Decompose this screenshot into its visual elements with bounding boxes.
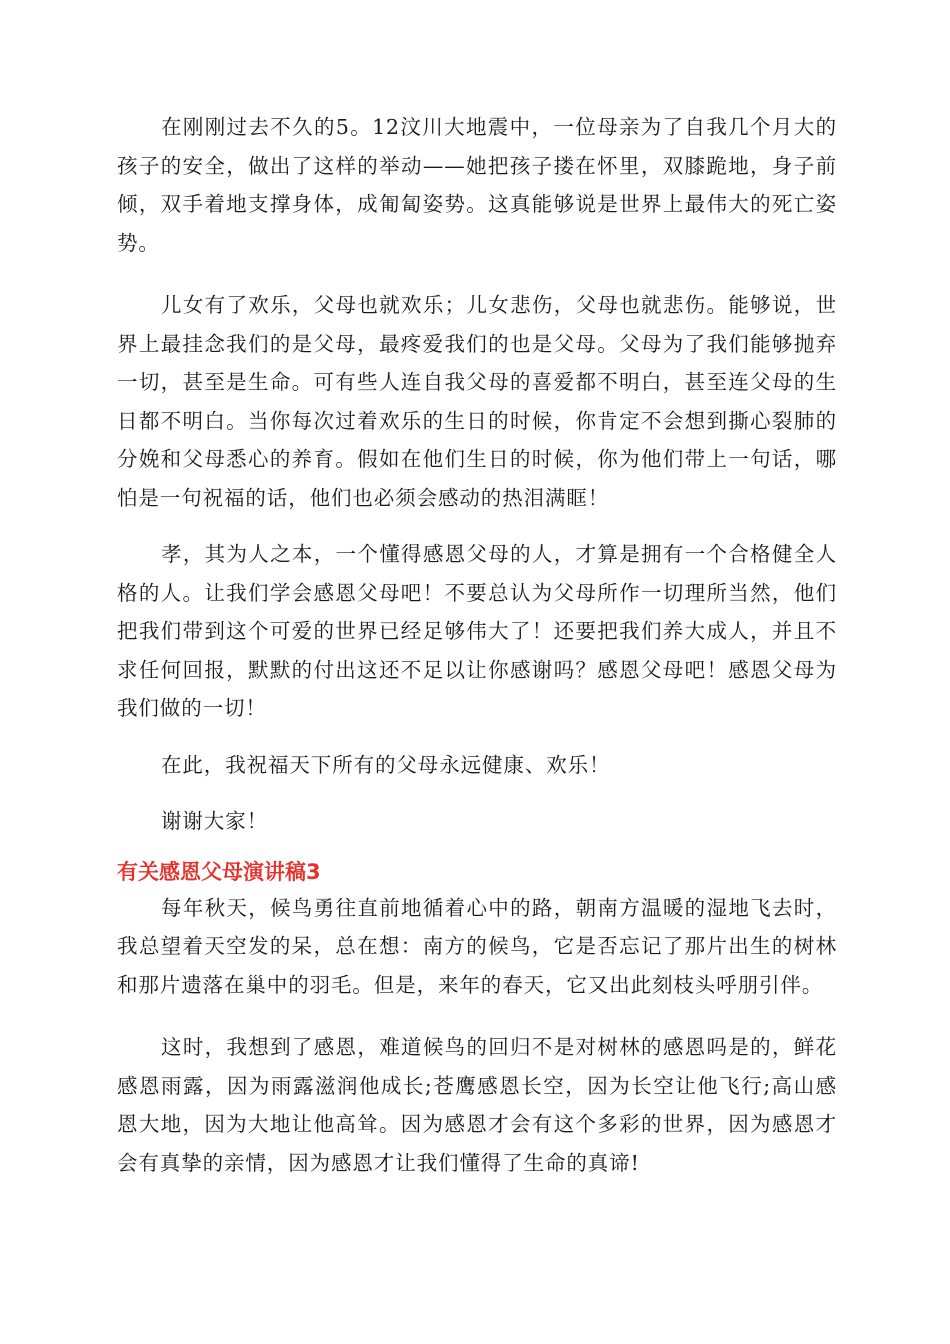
paragraph-thanks: 谢谢大家！	[161, 809, 268, 833]
paragraph-gratitude: 这时，我想到了感恩，难道候鸟的回归不是对树林的感恩吗是的，鲜花感恩雨露，因为雨露滋润他成长;苍鹰感恩长空，因为长空让他飞行;高山感恩大地，因为大地让他高耸。因为感恩才会有这个多彩的世界，因为感恩才会有真挚的亲情，因为感恩才让我们懂得了生命的真谛!	[117, 1035, 837, 1175]
document-body	[117, 108, 837, 1182]
paragraph-blessing: 在此，我祝福天下所有的父母永远健康、欢乐！	[161, 752, 611, 777]
section-heading: 有关感恩父母演讲稿3	[117, 859, 321, 884]
paragraph-migratory-birds: 每年秋天，候鸟勇往直前地循着心中的路，朝南方温暖的湿地飞去时，我总望着天空发的呆，总在想：南方的候鸟，它是否忘记了那片出生的树林和那片遗落在巢中的羽毛。但是，来年的春天，它又出此刻枝头呼朋引伴。	[117, 895, 837, 997]
paragraph-parents-joy: 儿女有了欢乐，父母也就欢乐；儿女悲伤，父母也就悲伤。能够说，世界上最挂念我们的是父母，最疼爱我们的也是父母。父母为了我们能够抛弃一切，甚至是生命。可有些人连自我父母的喜爱都不明白，甚至连父母的生日都不明白。当你每次过着欢乐的生日的时候，你肯定不会想到撕心裂肺的分娩和父母悉心的养育。假如在他们生日的时候，你为他们带上一句话，哪怕是一句祝福的话，他们也必须会感动的热泪满眶！	[117, 293, 837, 510]
paragraph-filial-piety: 孝，其为人之本，一个懂得感恩父母的人，才算是拥有一个合格健全人格的人。让我们学会感恩父母吧！不要总认为父母所作一切理所当然，他们把我们带到这个可爱的世界已经足够伟大了！还要把我们养大成人，并且不求任何回报，默默的付出这还不足以让你感谢吗？感恩父母吧！感恩父母为我们做的一切！	[117, 542, 837, 720]
paragraph-earthquake-mother: 在刚刚过去不久的5。12汶川大地震中，一位母亲为了自我几个月大的孩子的安全，做出了这样的举动——她把孩子搂在怀里，双膝跪地，身子前倾，双手着地支撑身体，成匍匐姿势。这真能够说是世界上最伟大的死亡姿势。	[117, 115, 837, 255]
